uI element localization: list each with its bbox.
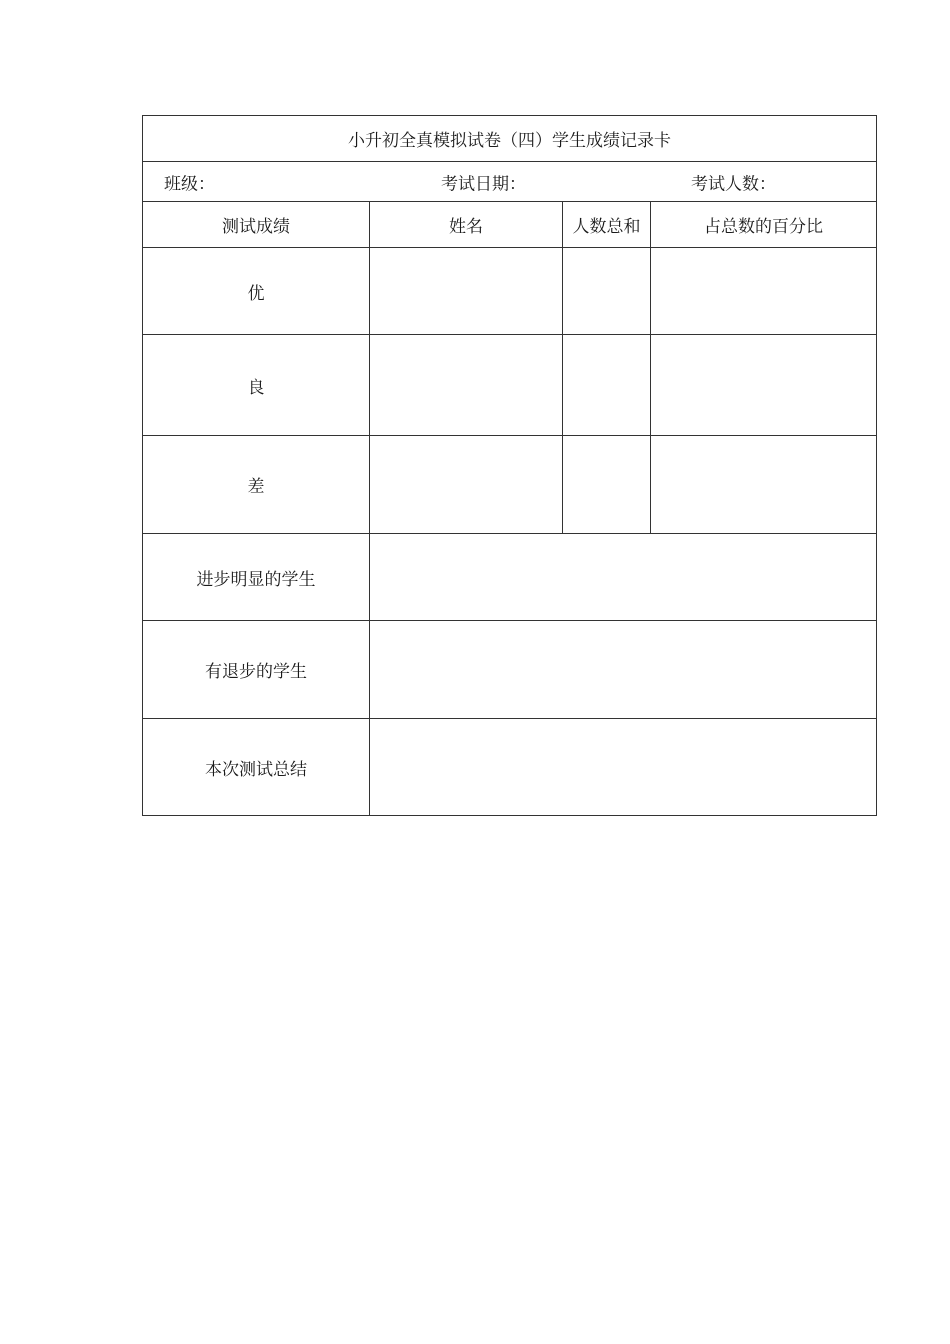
class-label: 班级： [164,174,215,194]
grade-label: 差 [143,436,370,534]
header-total: 人数总和 [563,202,651,248]
grade-total-cell [563,335,651,436]
note-value-cell [370,534,877,621]
score-record-table [142,115,877,816]
grade-names-cell [370,436,563,534]
note-label: 有退步的学生 [143,621,370,719]
grade-names-cell [370,335,563,436]
note-label: 进步明显的学生 [143,534,370,621]
note-row-improved [143,534,877,621]
grade-label: 优 [143,248,370,335]
exam-date-label: 考试日期： [441,174,526,194]
grade-label: 良 [143,335,370,436]
info-row [143,162,877,202]
grade-row-excellent [143,248,877,335]
grade-percent-cell [651,248,877,335]
note-value-cell [370,621,877,719]
grade-row-poor [143,436,877,534]
grade-row-good [143,335,877,436]
note-value-cell [370,719,877,816]
header-percent: 占总数的百分比 [651,202,877,248]
grade-percent-cell [651,436,877,534]
grade-names-cell [370,248,563,335]
grade-total-cell [563,436,651,534]
table-title: 小升初全真模拟试卷（四）学生成绩记录卡 [143,116,877,162]
note-row-declined [143,621,877,719]
header-name: 姓名 [370,202,563,248]
title-row [143,116,877,162]
header-row [143,202,877,248]
info-cell [143,162,877,202]
exam-count-label: 考试人数： [691,174,776,194]
note-label: 本次测试总结 [143,719,370,816]
grade-percent-cell [651,335,877,436]
grade-total-cell [563,248,651,335]
header-score: 测试成绩 [143,202,370,248]
note-row-summary [143,719,877,816]
